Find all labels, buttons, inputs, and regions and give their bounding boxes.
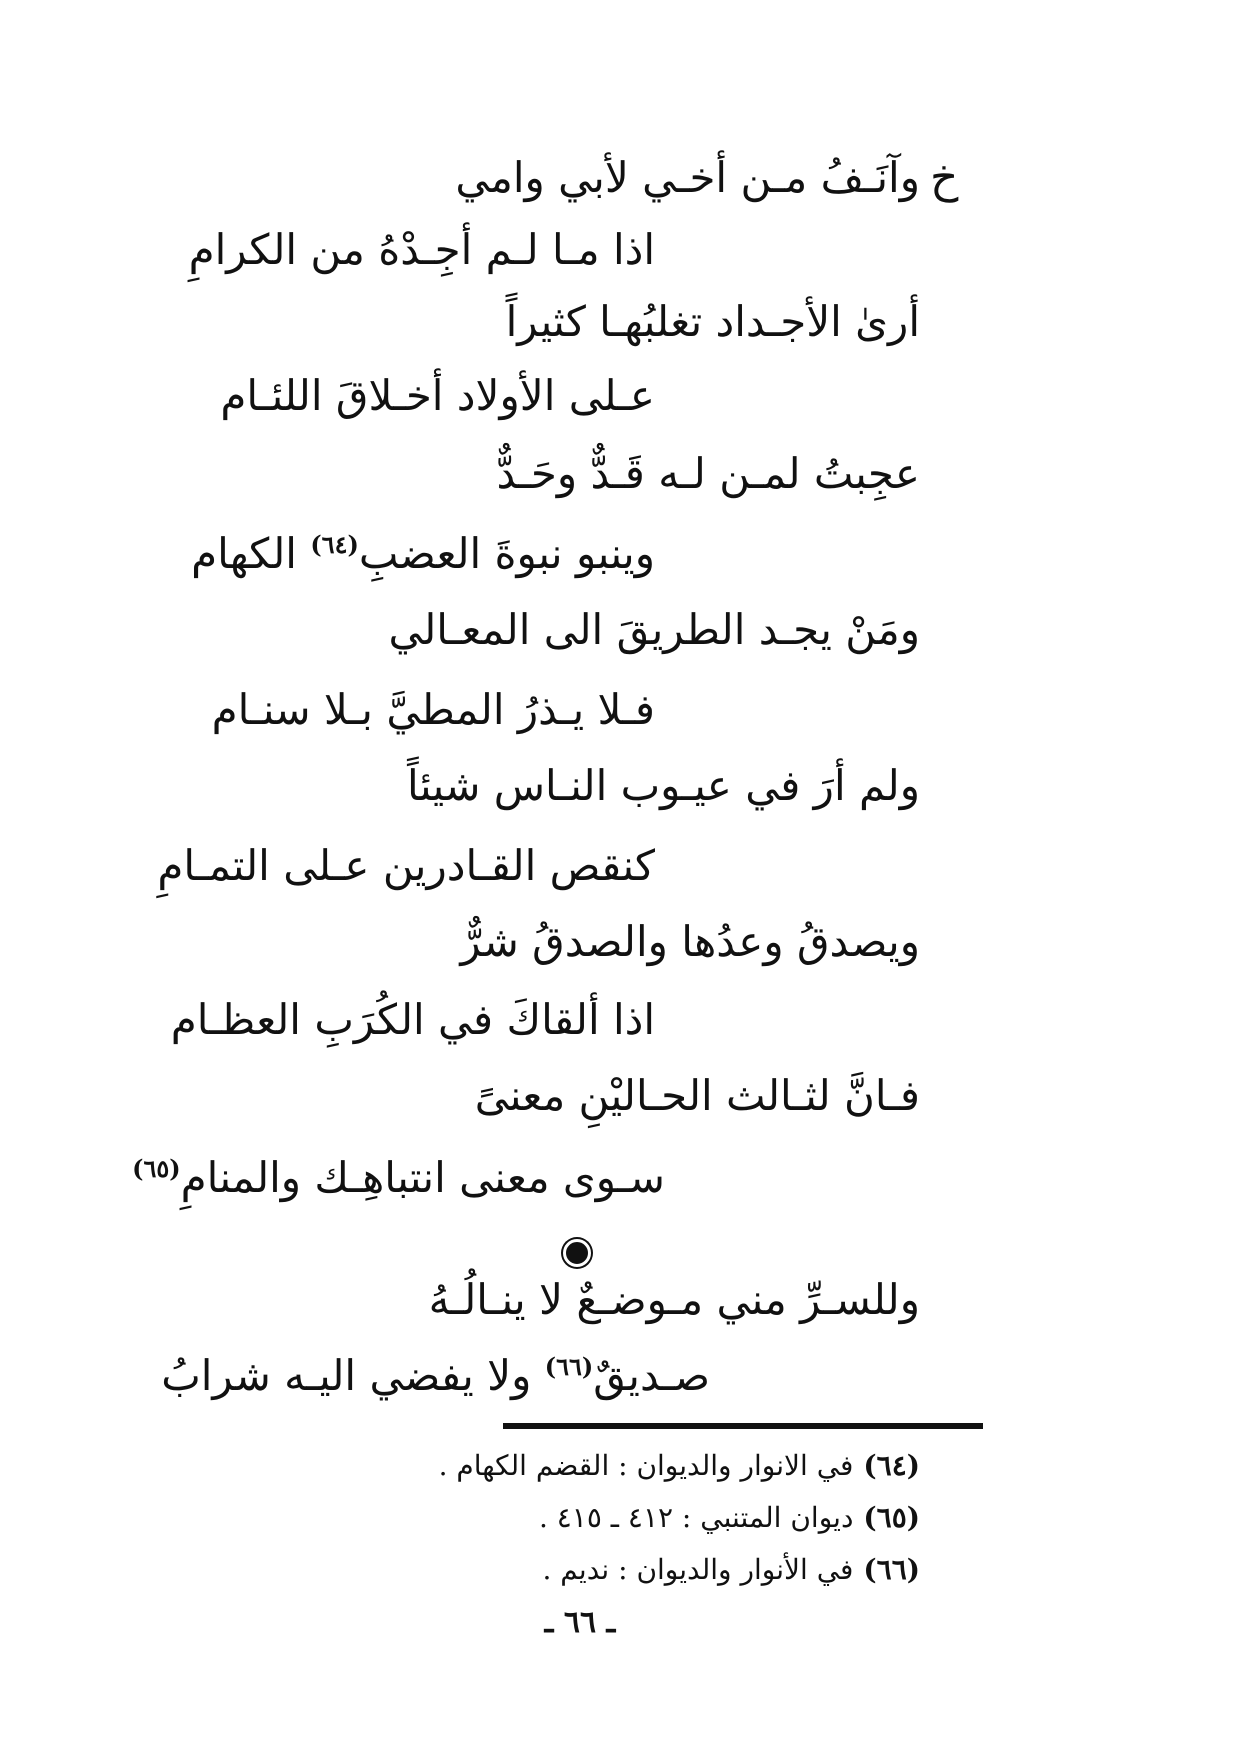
footnote-ref-65: (٦٥) xyxy=(132,1154,181,1183)
page-number: ـ ٦٦ ـ xyxy=(544,1605,616,1640)
verse-5-first-hemistich: ولم أرَ في عيـوب النـاس شيئاً xyxy=(407,761,920,810)
verse-4-first-hemistich: ومَنْ يجـد الطريقَ الى المعـالي xyxy=(388,605,920,654)
verse-1-second-hemistich: اذا مـا لـم أجِـدْهُ من الكرامِ xyxy=(188,225,655,274)
footnote-64 xyxy=(360,1440,920,1492)
verse-8-second-text: صـديقٌ xyxy=(593,1351,710,1400)
footnote-number: (٦٤) xyxy=(863,1449,920,1482)
verse-3-second-tail: الكهام xyxy=(191,529,297,578)
verse-7-second-text: سـوى معنى انتباهِـك والمنامِ xyxy=(180,1153,665,1202)
footnote-66 xyxy=(360,1544,920,1596)
verse-8-second-hemistich xyxy=(161,1346,710,1406)
verse-4-second-hemistich: فـلا يـذرُ المطيَّ بـلا سنـام xyxy=(211,685,655,734)
footnote-65 xyxy=(360,1492,920,1544)
verse-2-first-hemistich: أرىٰ الأجـداد تغلبُهـا كثيراً xyxy=(505,297,920,346)
footnote-ref-66: (٦٦) xyxy=(544,1352,594,1381)
footnote-ref-64: (٦٤) xyxy=(310,530,359,559)
verse-5-second-hemistich: كنقص القـادرين عـلى التمـامِ xyxy=(157,841,655,890)
verse-1-first-hemistich: وآنَـفُ مـن أخـي لأبي وامي xyxy=(455,153,920,202)
footnotes xyxy=(360,1440,920,1596)
verse-6-second-hemistich: اذا ألقاكَ في الكُرَبِ العظـام xyxy=(170,995,655,1044)
verse-7-second-hemistich xyxy=(132,1148,665,1208)
verse-3-second-text: وينبو نبوةَ العضبِ xyxy=(358,529,655,578)
footnote-rule xyxy=(503,1423,983,1429)
verse-7-first-hemistich: فـانَّ لثـالث الحـاليْنِ معنىً xyxy=(474,1071,920,1120)
verse-8-second-tail: ولا يفضي اليـه شرابُ xyxy=(161,1351,532,1400)
side-mark: خ xyxy=(930,152,959,203)
footnote-text: في الأنوار والديوان : نديم . xyxy=(542,1553,854,1586)
verse-3-first-hemistich: عجِبتُ لمـن لـه قَـدٌّ وحَـدٌّ xyxy=(496,449,920,498)
section-separator-dot xyxy=(563,1239,591,1267)
footnote-number: (٦٥) xyxy=(863,1501,920,1534)
verse-6-first-hemistich: ويصدقُ وعدُها والصدقُ شرٌّ xyxy=(460,917,920,966)
verse-8-first-hemistich: وللسـرِّ مني مـوضـعٌ لا ينـالُـهُ xyxy=(428,1275,920,1324)
footnote-number: (٦٦) xyxy=(863,1553,920,1586)
footnote-text: ديوان المتنبي : ٤١٢ ـ ٤١٥ . xyxy=(538,1501,854,1534)
verse-3-second-hemistich xyxy=(191,524,655,584)
verse-2-second-hemistich: عـلى الأولاد أخـلاقَ اللئـام xyxy=(220,371,655,420)
footnote-text: في الانوار والديوان : القضم الكهام . xyxy=(438,1449,854,1482)
